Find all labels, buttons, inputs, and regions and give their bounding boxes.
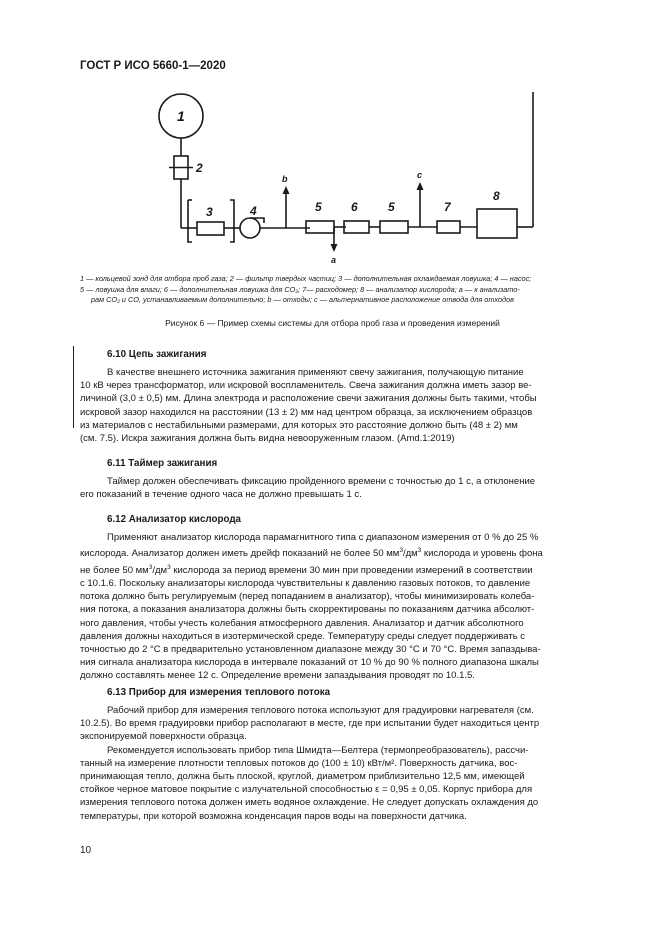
- text-line: 10.2.5). Во время градуировки прибор располагают в месте, где при испытании будет находиться центр: [80, 718, 540, 730]
- paragraph: [80, 704, 585, 744]
- label-2: 2: [196, 161, 203, 175]
- text-line: 10 кВ через трансформатор, или искровой воспламенитель. Свеча зажигания должна иметь зазор ве-: [80, 380, 532, 392]
- label-8: 8: [493, 189, 500, 203]
- text-line: экспонируемой поверхности образца.: [80, 731, 247, 743]
- label-c: c: [417, 170, 423, 180]
- flowmeter: [437, 221, 460, 233]
- standard-header: ГОСТ Р ИСО 5660-1—2020: [80, 60, 226, 72]
- text-line: должно составлять менее 12 с. Определение времени запаздывания проводят по 10.1.5.: [80, 670, 475, 682]
- text-line: точностью до 2 °С в предварительно установленном диапазоне между 30 °С и 70 °С. Время запаздыва-: [80, 643, 541, 655]
- legend-line: 1 — кольцевой зонд для отбора проб газа; 2 — фильтр твердых частиц; 3 — дополнительная охлаждаемая ловушка; 4 — насос;: [80, 274, 532, 283]
- text-line: Рабочий прибор для измерения теплового потока используют для градуировки нагревателя (см.: [107, 705, 534, 716]
- text-line: стойкое черное матовое покрытие с излучательной способностью ε = 0,95 ± 0,05. Корпус прибора для: [80, 784, 533, 796]
- pump: [240, 218, 260, 238]
- text-line: личиной (3,0 ± 0,5) мм. Длина электрода и расположение свечи зажигания должны быть такими, чтобы: [80, 393, 537, 405]
- section-heading: 6.13 Прибор для измерения теплового потока: [107, 687, 331, 698]
- label-3: 3: [206, 205, 213, 219]
- section-heading: 6.11 Таймер зажигания: [107, 458, 218, 469]
- section-6-10: [80, 349, 585, 445]
- label-6: 6: [351, 200, 358, 214]
- paragraph: [80, 366, 585, 445]
- paragraph: [80, 531, 585, 683]
- text-line: его показаний в течение одного часа не должно превышать 1 с.: [80, 489, 362, 501]
- text-line: В качестве внешнего источника зажигания применяют свечу зажигания, получающую питание: [107, 367, 524, 378]
- text-line: ния потока, а показания анализатора должны быть скорректированы по показаниям датчика абсолют-: [80, 604, 535, 616]
- label-b: b: [282, 174, 288, 184]
- text-line: из материалов с нестабильными размерами, для которых это расстояние должно быть (48 ± 2) мм: [80, 419, 518, 431]
- figure-legend: [80, 274, 595, 306]
- text-line: танный на измерение плотности тепловых потоков до (100 ± 10) кВт/м². Поверхность датчика, вос-: [80, 757, 518, 769]
- section-6-11: [80, 458, 585, 501]
- cooled-trap: [197, 222, 224, 235]
- text-line: (см. 7.5). Искра зажигания должна быть видна невооруженным глазом. (Amd.1:2019): [80, 433, 455, 445]
- text-line: ния сигнала анализатора кислорода в интервале показаний от 10 % до 90 % полного диапазона шкалы: [80, 657, 539, 669]
- label-4: 4: [250, 204, 257, 218]
- text-line: Рекомендуется использовать прибор типа Шмидта—Белтера (термопреобразователь), рассчи-: [107, 744, 529, 756]
- text-line: Применяют анализатор кислорода парамагнитного типа с диапазоном измерения от 0 % до 25 %: [107, 532, 539, 543]
- oxygen-analyzer: [477, 209, 517, 238]
- text-line: кислорода. Анализатор должен иметь дрейф показаний не более 50 $мм^3/дм^3$ кислорода и уровень фона: [80, 547, 543, 560]
- co2-trap: [344, 221, 369, 233]
- label-a: a: [331, 255, 337, 265]
- text-line: Таймер должен обеспечивать фиксацию пройденного времени с точностью до 1 с, а отклонение: [107, 476, 536, 487]
- label-5a: 5: [315, 200, 322, 214]
- section-heading: 6.12 Анализатор кислорода: [107, 514, 241, 525]
- paragraph: [80, 475, 585, 501]
- section-heading: 6.10 Цепь зажигания: [107, 349, 207, 360]
- text-line: принимающая тепло, должна быть плоской, круглой, диаметром приблизительно 12,5 мм, имеющей: [80, 771, 525, 783]
- section-6-13: [80, 687, 585, 823]
- text-line: измерения теплового потока должен иметь водяное охлаждение. Не следует допускать охлаждения до: [80, 797, 539, 809]
- text-line: не более 50 $мм^3/дм^3$ кислорода за период времени 30 мин при проведении измерений в соответствии: [80, 563, 533, 576]
- change-bar: [73, 346, 74, 428]
- figure-caption: Рисунок 6 — Пример схемы системы для отбора проб газа и проведения измерений: [165, 318, 500, 328]
- text-line: ного давления, чтобы учесть колебания атмосферного давления. Анализатор и датчик абсолютного: [80, 617, 524, 629]
- legend-line: 5 — ловушка для влаги; 6 — дополнительная ловушка для CO₂; 7— расходомер; 8 — анализатор кислорода; a — к анализато-: [80, 284, 520, 294]
- label-1: 1: [177, 108, 185, 124]
- text-line: с 10.1.6. Поскольку анализаторы кислорода чувствительны к давлению газовых потоков, то давление: [80, 577, 531, 589]
- text-line: искровой зазор находился на расстоянии (13 ± 2) мм над центром образца, за исключением образцов: [80, 406, 533, 418]
- text-line: потока должно быть регулируемым (перед попаданием в анализатор), чтобы минимизировать колеба-: [80, 591, 535, 603]
- moisture-trap-2: [380, 221, 408, 233]
- label-7: 7: [444, 200, 451, 214]
- section-6-12: [80, 514, 585, 683]
- label-5b: 5: [388, 200, 395, 214]
- page-number: 10: [80, 845, 92, 856]
- gas-sampling-diagram: [150, 88, 550, 270]
- text-line: давления должны находиться в изотермической среде. Температуру среды следует поддерживать с: [80, 630, 526, 642]
- text-line: температуры, при которой возможна конденсация паров воды на поверхности датчика.: [80, 810, 467, 822]
- moisture-trap-1: [306, 221, 334, 233]
- legend-line: рам CO₂ и CO, устанавливаемым дополнительно; b — отходы; c — альтернативное расположение отвода для отходов: [91, 295, 514, 304]
- paragraph: [80, 744, 585, 823]
